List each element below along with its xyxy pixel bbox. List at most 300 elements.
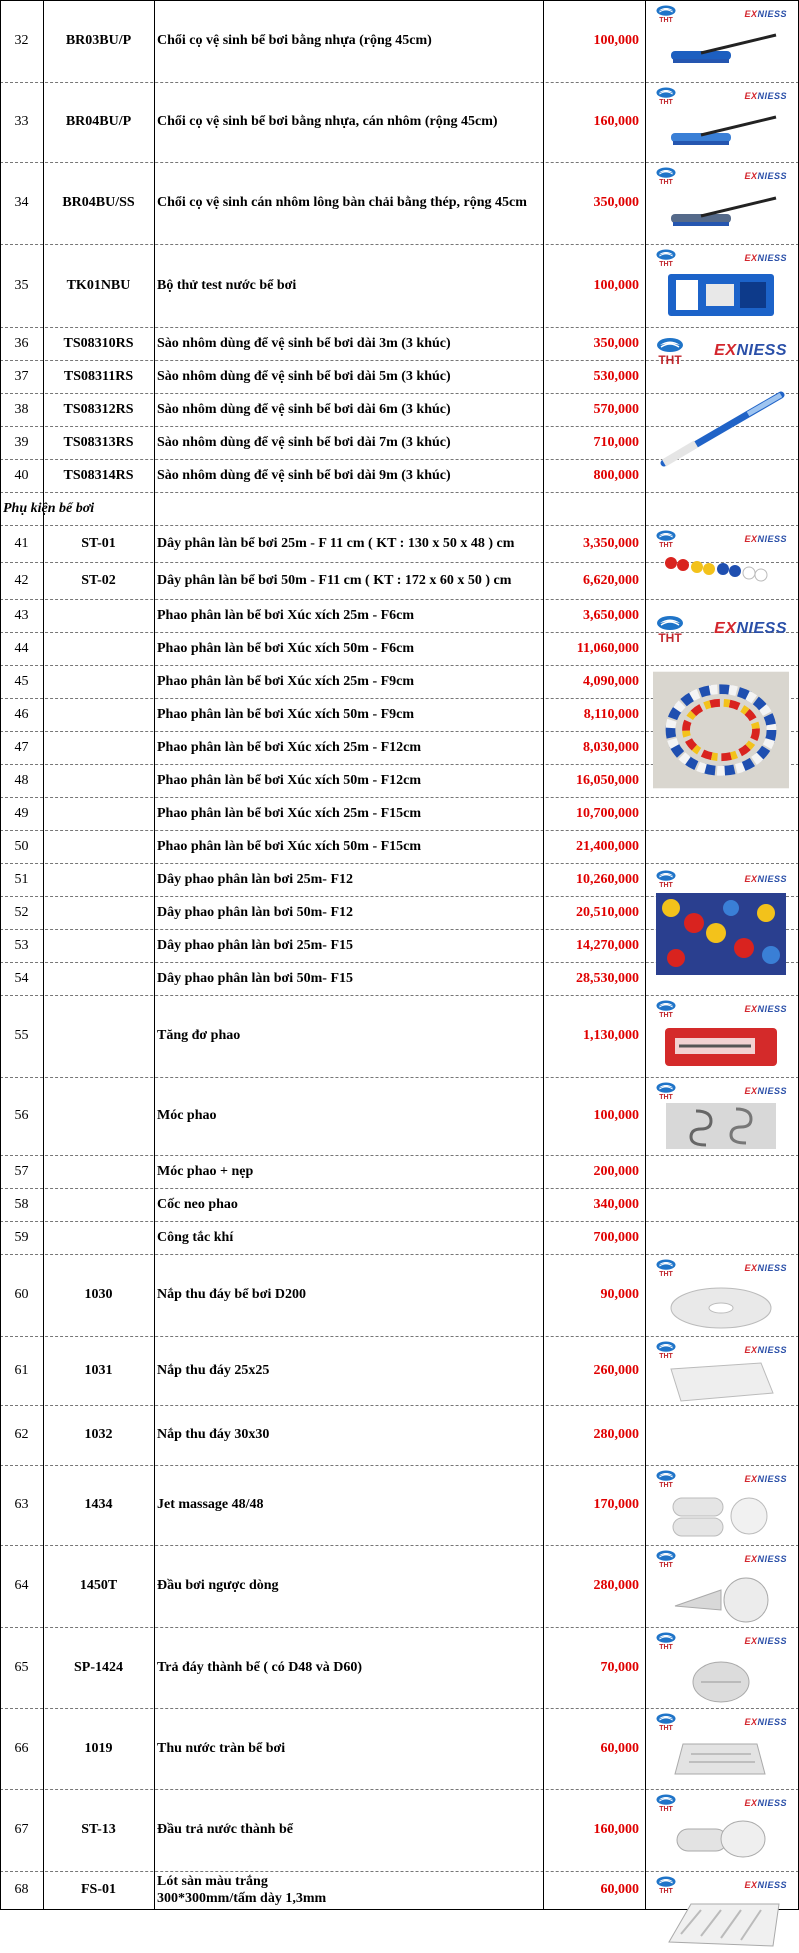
niess-text: NIESS bbox=[757, 1345, 787, 1355]
exniess-logo bbox=[744, 1717, 787, 1727]
ex-text: EX bbox=[744, 1263, 758, 1273]
niess-text: NIESS bbox=[757, 1263, 787, 1273]
tht-text: THT bbox=[659, 1644, 673, 1652]
row-number: 47 bbox=[14, 739, 29, 755]
brand-logos bbox=[649, 1875, 793, 1895]
float-pile-icon bbox=[656, 893, 786, 975]
product-code bbox=[43, 929, 154, 962]
tht-text: THT bbox=[659, 1482, 673, 1490]
ex-text: EX bbox=[744, 1717, 758, 1727]
ex-text: EX bbox=[744, 1004, 758, 1014]
product-code: ST-02 bbox=[81, 572, 116, 588]
product-name: Công tắc khí bbox=[157, 1229, 234, 1245]
tht-text: THT bbox=[659, 1806, 673, 1814]
jet-massage-photo bbox=[653, 1487, 789, 1545]
product-name: Phao phân làn bể bơi Xúc xích 50m - F9cm bbox=[157, 706, 415, 722]
product-price: 530,000 bbox=[593, 368, 639, 384]
row-number: 43 bbox=[14, 607, 29, 623]
row-number: 45 bbox=[14, 673, 29, 689]
niess-text: NIESS bbox=[757, 253, 787, 263]
row-number: 44 bbox=[14, 640, 29, 656]
exniess-logo bbox=[714, 342, 787, 360]
ex-text: EX bbox=[744, 1554, 758, 1564]
niess-text: NIESS bbox=[757, 1086, 787, 1096]
row-divider bbox=[0, 1871, 799, 1872]
exniess-logo bbox=[744, 1798, 787, 1808]
row-divider bbox=[0, 1789, 799, 1790]
tht-swirl-icon bbox=[655, 1549, 677, 1562]
brand-logos bbox=[649, 1469, 793, 1489]
row-divider bbox=[0, 1465, 799, 1466]
product-name: Phao phân làn bể bơi Xúc xích 50m - F15cm bbox=[157, 838, 422, 854]
exniess-logo bbox=[744, 9, 787, 19]
row-number: 37 bbox=[14, 368, 29, 384]
niess-text: NIESS bbox=[757, 1004, 787, 1014]
product-price: 160,000 bbox=[593, 1822, 639, 1838]
product-name: Móc phao bbox=[157, 1108, 217, 1124]
product-price: 8,030,000 bbox=[583, 739, 639, 755]
sausage-float-icon bbox=[653, 670, 789, 790]
pool-brush-icon bbox=[661, 111, 781, 151]
pool-brush-icon bbox=[661, 192, 781, 232]
tht-swirl-icon bbox=[655, 614, 685, 632]
row-number: 60 bbox=[14, 1287, 29, 1303]
row-number: 55 bbox=[14, 1028, 29, 1044]
niess-text: NIESS bbox=[736, 620, 787, 637]
section-title: Phụ kiện bể bơi bbox=[3, 500, 95, 516]
product-code bbox=[43, 698, 154, 731]
row-number: 35 bbox=[14, 277, 29, 293]
row-number: 68 bbox=[14, 1882, 29, 1898]
tht-swirl-icon bbox=[655, 529, 677, 542]
row-number: 66 bbox=[14, 1740, 29, 1756]
brush-photo bbox=[653, 24, 789, 74]
ex-text: EX bbox=[744, 1636, 758, 1646]
row-number: 62 bbox=[14, 1427, 29, 1443]
row-divider bbox=[0, 327, 799, 328]
exniess-logo bbox=[744, 1636, 787, 1646]
product-name: Phao phân làn bể bơi Xúc xích 25m - F12cm bbox=[157, 739, 422, 755]
tht-logo bbox=[655, 248, 677, 268]
exniess-logo bbox=[744, 1554, 787, 1564]
tht-text: THT bbox=[659, 17, 673, 25]
tht-logo bbox=[655, 1549, 677, 1569]
product-price: 200,000 bbox=[593, 1163, 639, 1179]
exniess-logo bbox=[744, 1263, 787, 1273]
drain-cover-d200-photo bbox=[653, 1278, 789, 1334]
row-divider bbox=[0, 162, 799, 163]
tht-swirl-icon bbox=[655, 1793, 677, 1806]
counter-current-photo bbox=[653, 1569, 789, 1627]
row-divider bbox=[0, 863, 799, 864]
brand-logos bbox=[649, 611, 793, 647]
product-name: Sào nhôm dùng để vệ sinh bể bơi dài 3m (3 khúc) bbox=[157, 335, 451, 351]
brand-logos bbox=[649, 1549, 793, 1569]
product-name: Đầu bơi ngược dòng bbox=[157, 1578, 279, 1594]
product-code: TS08311RS bbox=[63, 368, 134, 384]
tht-swirl-icon bbox=[655, 4, 677, 17]
overflow-drain-icon bbox=[661, 1732, 781, 1788]
product-name: Đầu trả nước thành bể bbox=[157, 1822, 293, 1838]
product-name: Tăng đơ phao bbox=[157, 1028, 241, 1044]
sausage-float-photo bbox=[653, 669, 789, 791]
tht-swirl-icon bbox=[655, 999, 677, 1012]
row-number: 54 bbox=[14, 970, 29, 986]
row-number: 65 bbox=[14, 1659, 29, 1675]
brand-logos bbox=[649, 166, 793, 186]
product-code bbox=[43, 1188, 154, 1221]
counter-current-icon bbox=[661, 1570, 781, 1626]
row-divider bbox=[0, 665, 799, 666]
tht-logo bbox=[655, 1793, 677, 1813]
exniess-logo bbox=[744, 534, 787, 544]
jet-massage-icon bbox=[661, 1488, 781, 1544]
exniess-logo bbox=[744, 874, 787, 884]
product-price: 21,400,000 bbox=[576, 838, 639, 854]
row-number: 50 bbox=[14, 838, 29, 854]
ex-text: EX bbox=[714, 620, 737, 637]
row-divider bbox=[0, 797, 799, 798]
product-price: 800,000 bbox=[593, 467, 639, 483]
row-divider bbox=[0, 599, 799, 600]
brand-logos bbox=[649, 333, 793, 369]
product-code bbox=[43, 1221, 154, 1254]
ex-text: EX bbox=[744, 171, 758, 181]
ex-text: EX bbox=[714, 342, 737, 359]
tht-logo bbox=[655, 336, 685, 366]
row-number: 57 bbox=[14, 1163, 29, 1179]
tht-text: THT bbox=[658, 631, 682, 645]
tht-logo bbox=[655, 1712, 677, 1732]
tht-swirl-icon bbox=[655, 1258, 677, 1271]
product-price: 60,000 bbox=[600, 1740, 639, 1756]
product-price: 350,000 bbox=[593, 195, 639, 211]
product-code: BR04BU/SS bbox=[62, 195, 135, 211]
tht-logo bbox=[655, 1875, 677, 1895]
niess-text: NIESS bbox=[757, 171, 787, 181]
telescopic-pole-icon bbox=[656, 385, 786, 475]
round-drain-cover-icon bbox=[661, 1278, 781, 1334]
tht-text: THT bbox=[659, 1888, 673, 1896]
product-name: Nắp thu đáy 30x30 bbox=[157, 1427, 270, 1443]
ex-text: EX bbox=[744, 1474, 758, 1484]
row-divider bbox=[0, 1155, 799, 1156]
niess-text: NIESS bbox=[757, 1554, 787, 1564]
tensioner-icon bbox=[661, 1024, 781, 1070]
steel-brush-photo bbox=[653, 186, 789, 238]
wall-return-icon bbox=[661, 1652, 781, 1708]
tht-swirl-icon bbox=[655, 869, 677, 882]
niess-text: NIESS bbox=[757, 1880, 787, 1890]
row-divider bbox=[0, 1708, 799, 1709]
square-drain-cover-icon bbox=[661, 1353, 781, 1409]
product-price: 28,530,000 bbox=[576, 970, 639, 986]
exniess-logo bbox=[744, 1474, 787, 1484]
product-price: 1,130,000 bbox=[583, 1028, 639, 1044]
column-divider bbox=[543, 0, 544, 1909]
floor-grate-icon bbox=[661, 1896, 781, 1952]
product-name: Chổi cọ vệ sinh cán nhôm lông bàn chải bằng thép, rộng 45cm bbox=[157, 195, 527, 211]
product-price: 160,000 bbox=[593, 114, 639, 130]
row-number: 52 bbox=[14, 904, 29, 920]
exniess-logo bbox=[744, 91, 787, 101]
hook-icon bbox=[666, 1103, 776, 1149]
exniess-logo bbox=[714, 620, 787, 638]
brand-logos bbox=[649, 1258, 793, 1278]
tht-logo bbox=[655, 1631, 677, 1651]
tht-logo bbox=[655, 1258, 677, 1278]
product-name: Lót sàn màu trắng 300*300mm/tấm dày 1,3mm bbox=[157, 1873, 327, 1906]
row-number: 51 bbox=[14, 871, 29, 887]
column-divider bbox=[645, 0, 646, 1909]
ex-text: EX bbox=[744, 874, 758, 884]
product-price: 16,050,000 bbox=[576, 772, 639, 788]
product-code: 1032 bbox=[84, 1427, 113, 1443]
tht-text: THT bbox=[659, 882, 673, 890]
tht-swirl-icon bbox=[655, 1081, 677, 1094]
product-price: 3,350,000 bbox=[583, 535, 639, 551]
tht-text: THT bbox=[659, 1353, 673, 1361]
ex-text: EX bbox=[744, 253, 758, 263]
row-number: 41 bbox=[14, 535, 29, 551]
tht-text: THT bbox=[659, 179, 673, 187]
tht-text: THT bbox=[659, 1012, 673, 1020]
product-name: Chổi cọ vệ sinh bể bơi bằng nhựa (rộng 45cm) bbox=[157, 33, 432, 49]
row-number: 34 bbox=[14, 195, 29, 211]
product-name: Chổi cọ vệ sinh bể bơi bằng nhựa, cán nhôm (rộng 45cm) bbox=[157, 114, 498, 130]
tht-text: THT bbox=[659, 99, 673, 107]
niess-text: NIESS bbox=[757, 1474, 787, 1484]
row-number: 64 bbox=[14, 1578, 29, 1594]
float-pile-photo bbox=[653, 890, 789, 978]
product-name: Nắp thu đáy bể bơi D200 bbox=[157, 1287, 306, 1303]
row-number: 33 bbox=[14, 114, 29, 130]
tht-logo bbox=[655, 614, 685, 644]
row-number: 32 bbox=[14, 33, 29, 49]
tht-logo bbox=[655, 166, 677, 186]
ex-text: EX bbox=[744, 1086, 758, 1096]
niess-text: NIESS bbox=[757, 1717, 787, 1727]
niess-text: NIESS bbox=[757, 91, 787, 101]
product-price: 340,000 bbox=[593, 1196, 639, 1212]
exniess-logo bbox=[744, 1004, 787, 1014]
tht-swirl-icon bbox=[655, 336, 685, 354]
product-code bbox=[43, 896, 154, 929]
telescopic-pole-photo bbox=[653, 380, 789, 480]
product-code bbox=[43, 863, 154, 896]
row-number: 39 bbox=[14, 434, 29, 450]
row-divider bbox=[0, 1221, 799, 1222]
product-code: ST-13 bbox=[81, 1822, 116, 1838]
column-divider bbox=[0, 0, 1, 1909]
product-name: Sào nhôm dùng để vệ sinh bể bơi dài 5m (3 khúc) bbox=[157, 368, 451, 384]
row-number: 67 bbox=[14, 1822, 29, 1838]
ex-text: EX bbox=[744, 534, 758, 544]
product-code bbox=[43, 665, 154, 698]
product-price: 170,000 bbox=[593, 1497, 639, 1513]
product-name: Sào nhôm dùng để vệ sinh bể bơi dài 7m (3 khúc) bbox=[157, 434, 451, 450]
product-price: 280,000 bbox=[593, 1578, 639, 1594]
product-name: Phao phân làn bể bơi Xúc xích 25m - F9cm bbox=[157, 673, 415, 689]
niess-text: NIESS bbox=[757, 534, 787, 544]
lane-rope-icon bbox=[661, 549, 781, 589]
ex-text: EX bbox=[744, 1345, 758, 1355]
row-number: 59 bbox=[14, 1229, 29, 1245]
product-name: Bộ thử test nước bể bơi bbox=[157, 277, 297, 293]
exniess-logo bbox=[744, 171, 787, 181]
tht-text: THT bbox=[659, 261, 673, 269]
column-divider bbox=[43, 0, 44, 1909]
product-code bbox=[43, 1155, 154, 1188]
tht-text: THT bbox=[658, 353, 682, 367]
row-number: 42 bbox=[14, 572, 29, 588]
product-code bbox=[43, 962, 154, 995]
tht-logo bbox=[655, 86, 677, 106]
product-code bbox=[43, 995, 154, 1077]
drain-cover-25-photo bbox=[653, 1358, 789, 1404]
brand-logos bbox=[649, 1712, 793, 1732]
row-number: 46 bbox=[14, 706, 29, 722]
row-divider bbox=[0, 525, 799, 526]
row-divider bbox=[0, 0, 799, 1]
row-divider bbox=[0, 1545, 799, 1546]
row-divider bbox=[0, 1077, 799, 1078]
ex-text: EX bbox=[744, 9, 758, 19]
product-code: TS08312RS bbox=[63, 401, 134, 417]
test-kit-photo bbox=[653, 268, 789, 322]
product-name: Phao phân làn bể bơi Xúc xích 25m - F6cm bbox=[157, 607, 415, 623]
product-name: Trả đáy thành bể ( có D48 và D60) bbox=[157, 1659, 363, 1675]
product-name: Dây phân làn bể bơi 25m - F 11 cm ( KT : 130 x 50 x 48 ) cm bbox=[157, 535, 515, 551]
lane-rope-photo bbox=[653, 547, 789, 591]
tht-swirl-icon bbox=[655, 248, 677, 261]
product-name: Móc phao + nẹp bbox=[157, 1163, 254, 1179]
row-divider bbox=[0, 1336, 799, 1337]
brand-logos bbox=[649, 999, 793, 1019]
brand-logos bbox=[649, 248, 793, 268]
tht-swirl-icon bbox=[655, 86, 677, 99]
product-code bbox=[43, 1077, 154, 1155]
product-name: Phao phân làn bể bơi Xúc xích 25m - F15cm bbox=[157, 805, 422, 821]
tht-logo bbox=[655, 869, 677, 889]
row-number: 61 bbox=[14, 1362, 29, 1378]
wall-inlet-photo bbox=[653, 1813, 789, 1869]
tht-logo bbox=[655, 999, 677, 1019]
product-price: 260,000 bbox=[593, 1362, 639, 1378]
product-name: Nắp thu đáy 25x25 bbox=[157, 1362, 270, 1378]
row-divider bbox=[0, 1254, 799, 1255]
tht-text: THT bbox=[659, 1562, 673, 1570]
product-code: FS-01 bbox=[81, 1882, 116, 1898]
product-code: 1019 bbox=[84, 1740, 113, 1756]
product-price: 10,700,000 bbox=[576, 805, 639, 821]
product-name: Dây phao phân làn bơi 50m- F15 bbox=[157, 970, 354, 986]
niess-text: NIESS bbox=[757, 1798, 787, 1808]
brand-logos bbox=[649, 869, 793, 889]
product-code: BR03BU/P bbox=[65, 33, 132, 49]
row-number: 48 bbox=[14, 772, 29, 788]
brand-logos bbox=[649, 4, 793, 24]
product-code: TS08313RS bbox=[63, 434, 134, 450]
row-number: 38 bbox=[14, 401, 29, 417]
product-code bbox=[43, 797, 154, 830]
row-divider bbox=[0, 82, 799, 83]
product-price: 20,510,000 bbox=[576, 904, 639, 920]
brand-logos bbox=[649, 1081, 793, 1101]
product-price: 11,060,000 bbox=[576, 640, 639, 656]
tht-swirl-icon bbox=[655, 1631, 677, 1644]
row-number: 40 bbox=[14, 467, 29, 483]
product-price: 710,000 bbox=[593, 434, 639, 450]
exniess-logo bbox=[744, 1086, 787, 1096]
niess-text: NIESS bbox=[736, 342, 787, 359]
product-code bbox=[43, 731, 154, 764]
product-name: Jet massage 48/48 bbox=[157, 1497, 264, 1513]
row-number: 63 bbox=[14, 1497, 29, 1513]
product-code bbox=[43, 599, 154, 632]
exniess-logo bbox=[744, 1880, 787, 1890]
product-price: 100,000 bbox=[593, 1108, 639, 1124]
product-name: Sào nhôm dùng để vệ sinh bể bơi dài 9m (3 khúc) bbox=[157, 467, 451, 483]
product-code: 1030 bbox=[84, 1287, 113, 1303]
product-code: TS08314RS bbox=[63, 467, 134, 483]
product-code: 1450T bbox=[79, 1578, 118, 1594]
tht-swirl-icon bbox=[655, 1712, 677, 1725]
product-price: 280,000 bbox=[593, 1427, 639, 1443]
product-price: 8,110,000 bbox=[583, 706, 639, 722]
row-number: 58 bbox=[14, 1196, 29, 1212]
wall-return-photo bbox=[653, 1653, 789, 1707]
brand-logos bbox=[649, 86, 793, 106]
brush-aluminum-photo bbox=[653, 106, 789, 156]
tht-swirl-icon bbox=[655, 1469, 677, 1482]
product-price: 570,000 bbox=[593, 401, 639, 417]
row-number: 56 bbox=[14, 1108, 29, 1124]
niess-text: NIESS bbox=[757, 1636, 787, 1646]
product-price: 90,000 bbox=[600, 1287, 639, 1303]
product-name: Cốc neo phao bbox=[157, 1196, 238, 1212]
product-code bbox=[43, 764, 154, 797]
niess-text: NIESS bbox=[757, 9, 787, 19]
product-price: 14,270,000 bbox=[576, 937, 639, 953]
test-kit-icon bbox=[666, 270, 776, 320]
product-price: 4,090,000 bbox=[583, 673, 639, 689]
product-price: 100,000 bbox=[593, 277, 639, 293]
product-code: BR04BU/P bbox=[65, 114, 132, 130]
product-code: TK01NBU bbox=[66, 277, 131, 293]
product-price: 60,000 bbox=[600, 1882, 639, 1898]
brand-logos bbox=[649, 1631, 793, 1651]
tensioner-photo bbox=[653, 1021, 789, 1073]
tht-text: THT bbox=[659, 1725, 673, 1733]
column-divider bbox=[154, 0, 155, 1909]
product-code: 1031 bbox=[84, 1362, 113, 1378]
product-name: Dây phao phân làn bơi 25m- F12 bbox=[157, 871, 354, 887]
row-number: 36 bbox=[14, 335, 29, 351]
tht-logo bbox=[655, 1081, 677, 1101]
product-code bbox=[43, 830, 154, 863]
row-divider bbox=[0, 995, 799, 996]
product-code: ST-01 bbox=[81, 535, 116, 551]
tht-text: THT bbox=[659, 542, 673, 550]
product-name: Phao phân làn bể bơi Xúc xích 50m - F12cm bbox=[157, 772, 422, 788]
product-name: Phao phân làn bể bơi Xúc xích 50m - F6cm bbox=[157, 640, 415, 656]
niess-text: NIESS bbox=[757, 874, 787, 884]
product-name: Thu nước tràn bể bơi bbox=[157, 1740, 286, 1756]
floor-grate-photo bbox=[653, 1895, 789, 1953]
product-code: TS08310RS bbox=[63, 335, 134, 351]
row-divider bbox=[0, 830, 799, 831]
